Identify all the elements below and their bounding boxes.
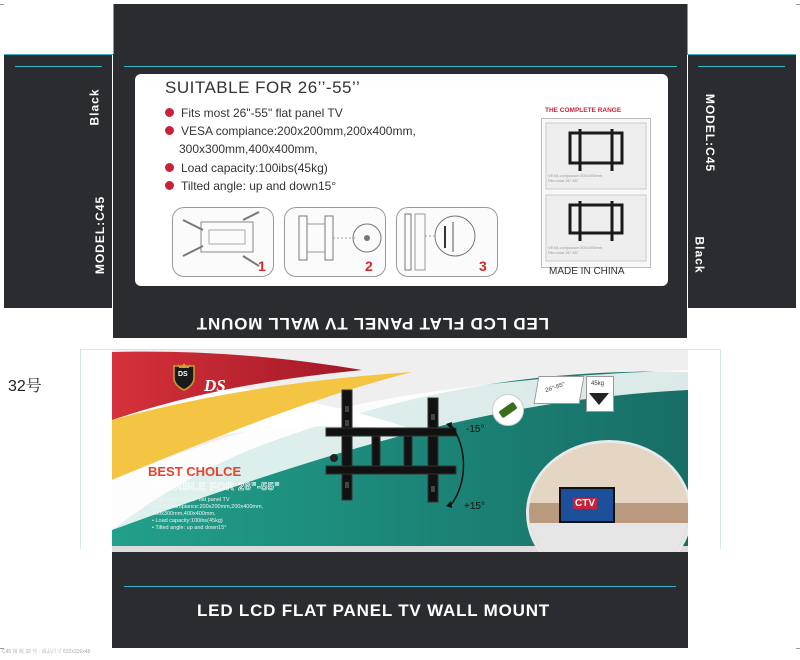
spec-item: 300x300mm,400x400mm, xyxy=(179,142,318,156)
bullet-icon xyxy=(165,126,174,135)
best-choice-label: BEST CHOLCE xyxy=(148,464,242,479)
bullet-icon xyxy=(165,108,174,117)
front-spec-line: • Load capacity:100ibs(45kg) xyxy=(152,518,223,524)
angle-up-label: -15° xyxy=(466,424,485,435)
bullet-icon xyxy=(165,181,174,190)
logo-text: DS xyxy=(178,371,188,378)
dieline xyxy=(113,4,114,54)
front-panel xyxy=(112,350,688,552)
made-in-label: MADE IN CHINA xyxy=(549,266,625,277)
side-note: 32号 xyxy=(8,378,42,395)
brand-name: DS xyxy=(204,376,226,395)
size-range-badge: 26"-55" xyxy=(534,376,585,404)
complete-range-box xyxy=(541,118,651,268)
step-number: 1 xyxy=(258,258,266,274)
footer-note: C45 箱 纸 32 号 · 成品尺寸 632x226x48 xyxy=(2,649,91,655)
bullet-icon xyxy=(165,163,174,172)
dieline xyxy=(687,4,688,54)
spec-title: SUITABLE FOR 26’’-55’’ xyxy=(165,78,361,97)
weight-badge: 45kg xyxy=(586,376,614,412)
spec-item: VESA compiance:200x200mm,200x400mm, xyxy=(165,124,416,138)
bubble-level-icon xyxy=(492,394,524,426)
side-label-color: Black xyxy=(692,236,707,274)
range-heading: THE COMPLETE RANGE xyxy=(545,107,622,114)
dieline xyxy=(698,66,785,67)
lifestyle-photo xyxy=(526,440,688,552)
range-caption: VESA compiance:200x200mm Fits most 26"-55" xyxy=(548,173,603,183)
down-arrow-icon xyxy=(589,393,609,407)
front-spec-line: • Fits most 26"-55" flat panel TV xyxy=(152,497,230,503)
side-label-model: MODEL:C45 xyxy=(93,195,108,275)
crop-mark xyxy=(796,4,800,5)
step-number: 3 xyxy=(479,258,487,274)
spec-item: Load capacity:100ibs(45kg) xyxy=(165,161,328,175)
flap-title: LED LCD FLAT PANEL TV WALL MOUNT xyxy=(196,314,549,333)
install-diagram-3 xyxy=(396,207,498,277)
dieline xyxy=(687,54,796,55)
crop-mark xyxy=(796,648,800,649)
crop-mark xyxy=(0,4,4,5)
front-spec-line: • VESA compiance:200x200mm,200x400mm, xyxy=(152,504,264,510)
top-tuck-flap xyxy=(113,4,687,54)
dieline xyxy=(124,586,676,587)
spec-item: Tilted angle: up and down15° xyxy=(165,179,336,193)
tv-screen: CTV xyxy=(559,487,615,523)
install-diagram-2 xyxy=(284,207,386,277)
angle-down-label: +15° xyxy=(464,501,485,512)
side-label-color: Black xyxy=(87,88,102,126)
brand-logo xyxy=(172,362,196,392)
range-caption: VESA compiance:200x200mm Fits most 26"-55" xyxy=(548,245,603,255)
suitable-label: SUITABLE FOR 26"-55" xyxy=(148,481,281,493)
front-spec-line: 300x300mm,400x400mm, xyxy=(152,511,216,517)
bottom-title: LED LCD FLAT PANEL TV WALL MOUNT xyxy=(197,601,550,620)
dieline xyxy=(4,54,113,55)
spec-item: Fits most 26"-55" flat panel TV xyxy=(165,106,343,120)
side-label-model: MODEL:C45 xyxy=(703,93,718,173)
dieline xyxy=(80,349,81,549)
crop-mark xyxy=(0,648,4,649)
dieline xyxy=(124,66,677,67)
dieline xyxy=(15,66,102,67)
front-spec-line: • Tilted angle: up and down15° xyxy=(152,525,227,531)
install-diagram-1 xyxy=(172,207,274,277)
step-number: 2 xyxy=(365,258,373,274)
dieline xyxy=(720,349,721,549)
spec-panel xyxy=(135,74,668,286)
